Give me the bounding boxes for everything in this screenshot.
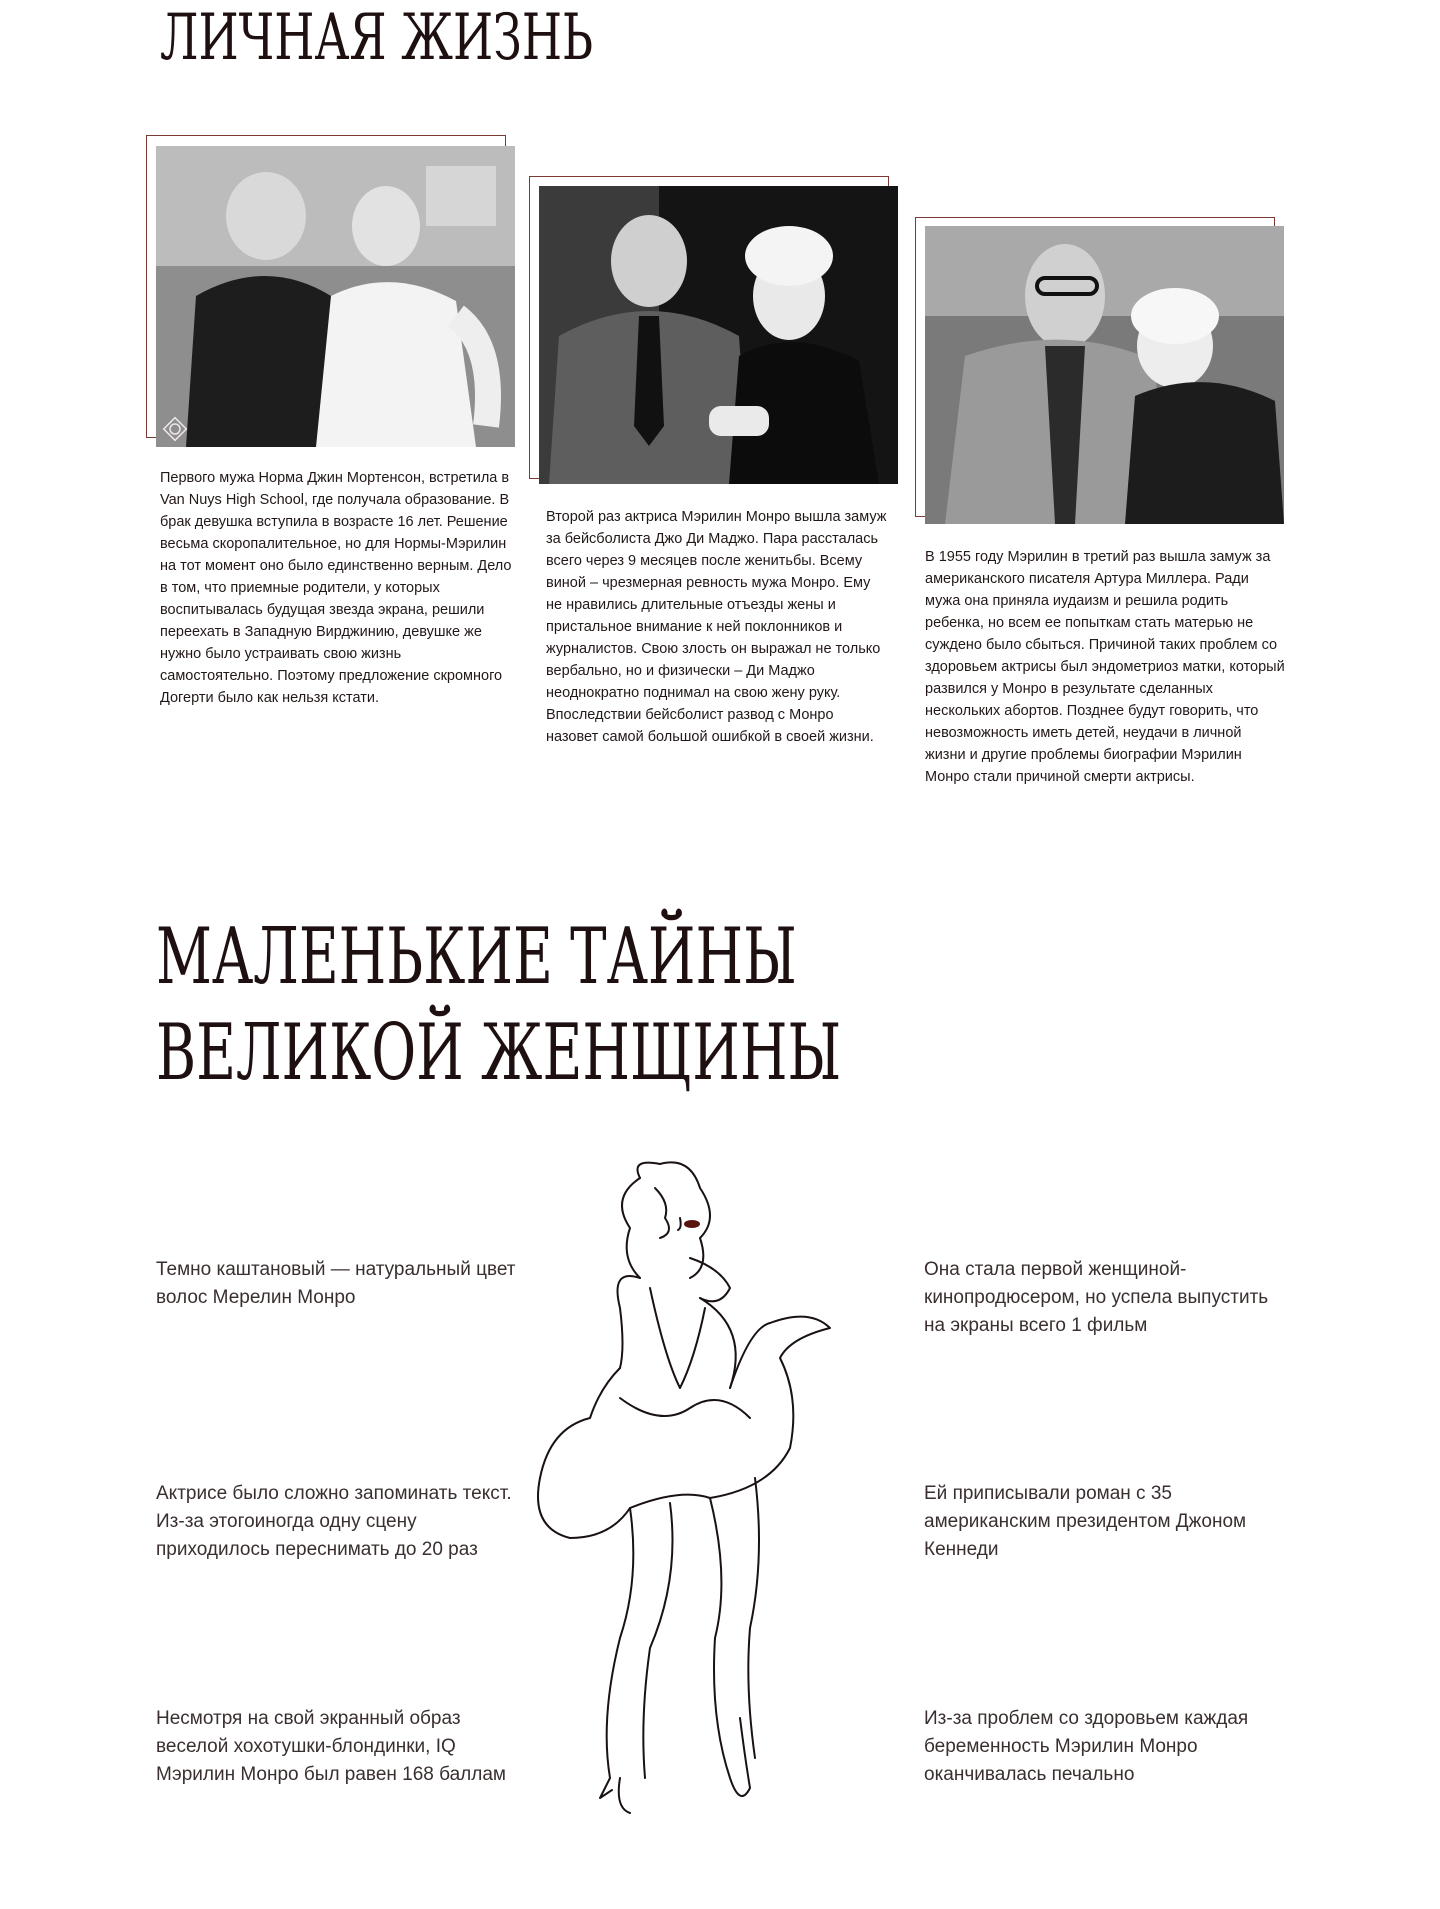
ornament-icon (160, 414, 190, 444)
fact-left-1: Темно каштановый — натуральный цвет волос Мерелин Монро (156, 1259, 516, 1308)
fact-right-3: Из-за проблем со здоровьем каждая беременность Мэрилин Монро оканчивалась печально (924, 1708, 1249, 1785)
wedding-photo-first (156, 146, 515, 447)
lips-icon (684, 1220, 700, 1228)
section-title-secrets-line1: МАЛЕНЬКИЕ ТАЙНЫ (156, 912, 797, 1002)
fact-right-2: Ей приписывали роман с 35 американским президентом Джоном Кеннеди (924, 1483, 1247, 1560)
section-title-personal-life: ЛИЧНАЯ ЖИЗНЬ (160, 1, 594, 75)
fact-left-2: Актрисе было сложно запоминать текст. Из-за этогоиногда одну сцену приходилось переснимать до 20 раз (156, 1483, 512, 1560)
wedding-photo-second (539, 186, 898, 484)
wedding-photo-third (925, 226, 1284, 524)
marilyn-line-illustration (530, 1158, 910, 1822)
story-text-second-marriage: Второй раз актриса Мэрилин Монро вышла замуж за бейсболиста Джо Ди Маджо. Пара рассталась всего через 9 месяцев после женитьбы. Всему виной – чрезмерная ревность мужа Монро. Ему не нравились длительные отъезды жены и пристальное внимание к ней поклонников и журналистов. Свою злость он выражал не только вербально, но и физически – Ди Маджо неоднократно поднимал на свою жену руку. Впоследствии бейсболист развод с Монро назовет самой большой ошибкой в своей жизни. (546, 509, 887, 745)
story-text-third-marriage: В 1955 году Мэрилин в третий раз вышла замуж за американского писателя Артура Миллера. Ради мужа она приняла иудаизм и решила родить ребенка, но всем ее попыткам стать матерью не суждено было сбыться. Причиной таких проблем со здоровьем актрисы был эндометриоз матки, который развился у Монро в результате сделанных нескольких абортов. Позднее будут говорить, что невозможность иметь детей, неудачи в личной жизни и другие проблемы биографии Мэрилин Монро стали причиной смерти актрисы. (925, 549, 1285, 785)
story-text-first-marriage: Первого мужа Норма Джин Мортенсон, встретила в Van Nuys High School, где получала образование. В брак девушка вступила в возрасте 16 лет. Решение весьма скоропалительное, но для Нормы-Мэрилин на тот момент оно было единственно верным. Дело в том, что приемные родители, у которых воспитывалась будущая звезда экрана, решили переехать в Западную Вирджинию, девушке же нужно было устраивать свою жизнь самостоятельно. Поэтому предложение скромного Догерти было как нельзя кстати. (160, 470, 512, 706)
fact-right-1: Она стала первой женщиной-кинопродюсером, но успела выпустить на экраны всего 1 фильм (924, 1259, 1269, 1336)
section-title-secrets-line2: ВЕЛИКОЙ ЖЕНЩИНЫ (156, 1008, 842, 1098)
fact-left-3: Несмотря на свой экранный образ веселой хохотушки-блондинки, IQ Мэрилин Монро был равен 168 баллам (156, 1708, 506, 1785)
